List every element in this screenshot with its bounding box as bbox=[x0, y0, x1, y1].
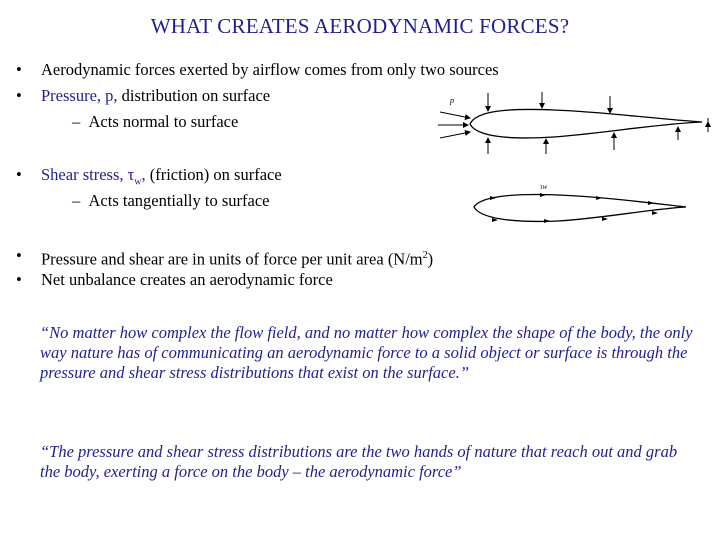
pressure-text: distribution on surface bbox=[117, 86, 271, 105]
dash-marker: – bbox=[72, 112, 81, 131]
subbullet-text: Acts normal to surface bbox=[88, 112, 239, 131]
shear-text: (friction) on surface bbox=[145, 165, 282, 184]
pressure-symbol-label: p bbox=[450, 96, 454, 105]
bullet-marker: • bbox=[16, 270, 22, 289]
airfoil-outline bbox=[474, 195, 686, 222]
bullet-marker: • bbox=[16, 86, 22, 105]
pressure-airfoil-figure bbox=[436, 88, 712, 156]
bullet-marker: • bbox=[16, 246, 22, 265]
shear-airfoil-figure bbox=[466, 180, 692, 230]
subbullet-shear bbox=[72, 191, 269, 211]
subbullet-pressure bbox=[72, 112, 238, 132]
airfoil-outline bbox=[470, 109, 702, 138]
quote-anderson-2: “The pressure and shear stress distributions are the two hands of nature that reach out and grab the body, exerting a force on the body – the aerodynamic force” bbox=[40, 442, 678, 481]
bullet-text: Aerodynamic forces exerted by airflow comes from only two sources bbox=[41, 60, 499, 79]
bullet-marker: • bbox=[16, 60, 22, 79]
quote-anderson-1: “No matter how complex the flow field, and no matter how complex the shape of the body, the only way nature has of communicating an aerodynamic force to a solid object or surface is through the pressure and shear stress distributions that exist on the surface.” bbox=[40, 323, 693, 382]
subbullet-text: Acts tangentially to surface bbox=[88, 191, 270, 210]
shear-arrows bbox=[490, 193, 658, 223]
bullet-text: Net unbalance creates an aerodynamic force bbox=[41, 270, 333, 289]
bullet-marker: • bbox=[16, 165, 22, 184]
pressure-arrows bbox=[438, 92, 708, 154]
shear-symbol-label: τw bbox=[540, 183, 548, 191]
slide-title: WHAT CREATES AERODYNAMIC FORCES? bbox=[150, 14, 570, 38]
shear-term: Shear stress, $\tau_w$, bbox=[41, 165, 146, 188]
pressure-term: Pressure, p, bbox=[41, 86, 118, 105]
dash-marker: – bbox=[72, 191, 81, 210]
